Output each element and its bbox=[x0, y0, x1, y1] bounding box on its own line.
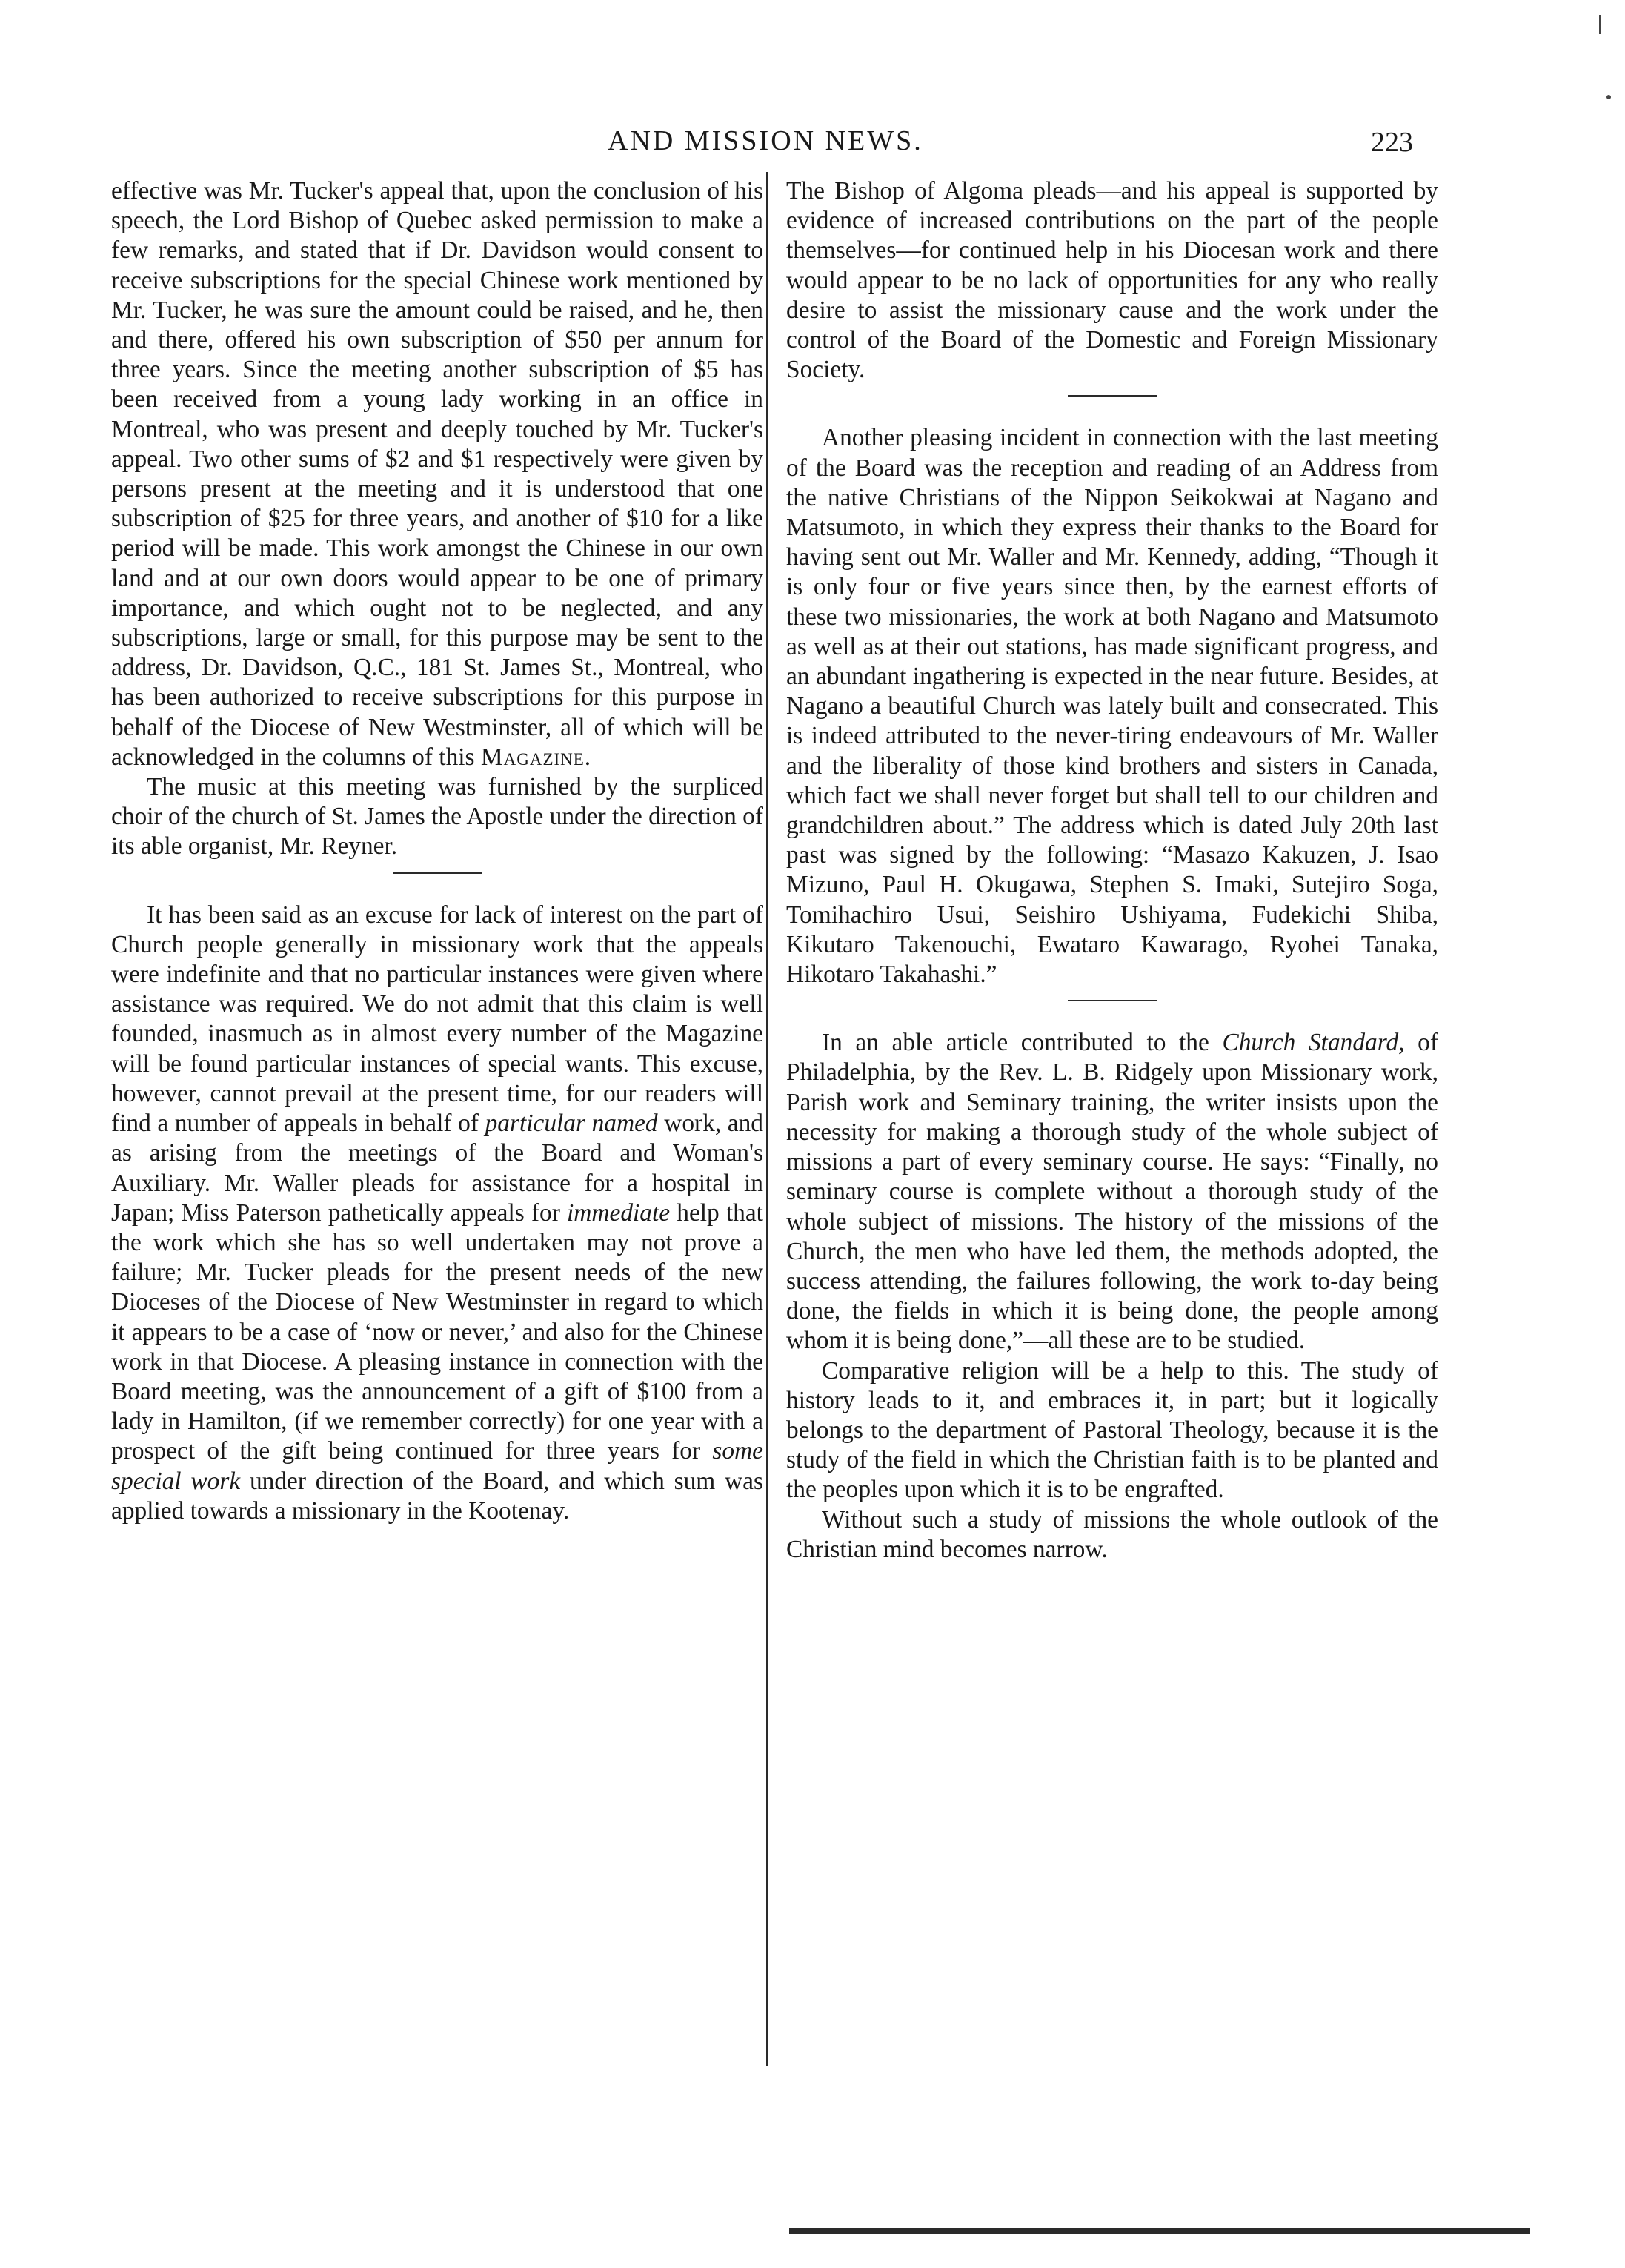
paragraph-text: work, and as arising from the meetings of the Board and Woman's Auxiliary. Mr. Waller pleads for assistance for a hospital in Japan; Miss Paterson pathetically appeals for bbox=[111, 1110, 763, 1227]
paragraph-church-standard bbox=[786, 1028, 1438, 1356]
paragraph-without-study: Without such a study of missions the whole outlook of the Christian mind becomes narrow. bbox=[786, 1505, 1438, 1563]
paragraph-tucker-appeal bbox=[111, 176, 763, 772]
italic-text: Church Standard, bbox=[1222, 1029, 1405, 1057]
section-separator bbox=[1068, 1000, 1157, 1001]
paragraph-algoma: The Bishop of Algoma pleads—and his appeal is supported by evidence of increased contributions on the part of the people themselves—for continued help in his Diocesan work and there would appear to be no lack of opportunities for any who really desire to assist the missionary cause and the work under the control of the Board of the Domestic and Foreign Missionary Society. bbox=[786, 177, 1438, 384]
page-header bbox=[0, 119, 1625, 170]
paragraph-excuse bbox=[111, 901, 763, 1526]
paragraph-address: Another pleasing incident in connection with the last meeting of the Board was the reception and reading of an Address from the native Christians of the Nippon Seikokwai at Nagano and Matsumoto, in which they express their thanks to the Board for having sent out Mr. Waller and Mr. Kennedy, adding, “Though it is only four or five years since then, by the earnest efforts of these two missionaries, the work at both Nagano and Matsumoto as well as at their out stations, has made significant progress, and an abundant ingathering is expected in the near future. Besides, at Nagano a beautiful Church was lately built and consecrated. This is indeed attributed to the never-tiring endeavours of Mr. Waller and the liberality of those kind brothers and sisters in Canada, which fact we shall never forget but shall tell to our children and grandchildren about.” The address which is dated July 20th last past was signed by the following: “Masazo Kakuzen, J. Isao Mizuno, Paul H. Okugawa, Stephen S. Imaki, Sutejiro Soga, Tomihachiro Usui, Seishiro Ushiyama, Fudekichi Shiba, Kikutaro Takenouchi, Ewataro Kawarago, Ryohei Tanaka, Hikotaro Takahashi.” bbox=[786, 424, 1438, 989]
running-head: AND MISSION NEWS. bbox=[608, 125, 923, 156]
scan-edge-mark bbox=[1599, 15, 1601, 34]
paragraph-music: The music at this meeting was furnished by the surpliced choir of the church of St. James the Apostle under the direction of its able organist, Mr. Reyner. bbox=[111, 773, 763, 861]
column-divider bbox=[766, 172, 768, 2066]
paragraph-text: In an able article contributed to the bbox=[822, 1029, 1209, 1057]
section-separator bbox=[393, 872, 482, 874]
bottom-rule bbox=[789, 2228, 1530, 2234]
scan-dot bbox=[1606, 95, 1611, 99]
left-column bbox=[111, 176, 763, 1526]
italic-text: particular named bbox=[485, 1110, 658, 1138]
paragraph-text: It has been said as an excuse for lack of interest on the part of Church people generally in missionary work that the appeals were indefinite and that no particular instances were given where assistance was required. We do not admit that this claim is well founded, inasmuch as in almost every number of the Magazine will be found particular instances of special wants. This excuse, however, cannot prevail at the present time, for our readers will find a number of appeals in behalf of bbox=[111, 901, 763, 1138]
magazine-smallcaps: Magazine. bbox=[480, 743, 592, 771]
paragraph-text: under direction of the Board, and which sum was applied towards a missionary in the Kootenay. bbox=[111, 1467, 763, 1525]
page-number: 223 bbox=[1371, 127, 1413, 158]
paragraph-comparative-religion: Comparative religion will be a help to this. The study of history leads to it, and embraces it, in part; but it logically belongs to the department of Pastoral Theology, because it is the study of the field in which the Christian faith is to be planted and the peoples upon which it is to be engrafted. bbox=[786, 1356, 1438, 1504]
paragraph-text: effective was Mr. Tucker's appeal that, upon the conclusion of his speech, the Lord Bishop of Quebec asked permission to make a few remarks, and stated that if Dr. Davidson would consent to receive subscriptions for the special Chinese work mentioned by Mr. Tucker, he was sure the amount could be raised, and he, then and there, offered his own subscription of $50 per annum for three years. Since the meeting another subscription of $5 has been received from a young lady working in an office in Montreal, who was present and deeply touched by Mr. Tucker's appeal. Two other sums of $2 and $1 respectively were given by persons present at the meeting and it is understood that one subscription of $25 for three years, and another of $10 for a like period will be made. This work amongst the Chinese in our own land and at our own doors would appear to be one of primary importance, and which ought not to be neglected, and any subscriptions, large or small, for this purpose may be sent to the address, Dr. Davidson, Q.C., 181 St. James St., Montreal, who has been authorized to receive subscriptions for this purpose in behalf of the Diocese of New Westminster, all of which will be acknowledged in the columns of this bbox=[111, 177, 763, 771]
paragraph-text: help that the work which she has so well undertaken may not prove a failure; Mr. Tucker pleads for the present needs of the new Dioceses of the Diocese of New Westminster in regard to which it appears to be a case of ‘now or never,’ and also for the Chinese work in that Diocese. A pleasing instance in connection with the Board meeting, was the announcement of a gift of $100 from a lady in Hamilton, (if we remember correctly) for one year with a prospect of the gift being continued for three years for bbox=[111, 1198, 763, 1465]
right-column bbox=[786, 176, 1438, 1565]
paragraph-text: of Philadelphia, by the Rev. L. B. Ridgely upon Missionary work, Parish work and Seminary training, the writer insists upon the necessity for making a thorough study of the whole subject of missions a part of every seminary course. He says: “Finally, no seminary course is complete without a thorough study of the whole subject of missions. The history of the missions of the Church, the men who have led them, the methods adopted, the success attending, the failures following, the work to-day being done, the fields in which it is being done, the people among whom it is being done,”—all these are to be studied. bbox=[786, 1029, 1438, 1355]
section-separator bbox=[1068, 395, 1157, 397]
italic-text: some special work bbox=[111, 1437, 763, 1495]
italic-text: immediate bbox=[567, 1198, 671, 1227]
